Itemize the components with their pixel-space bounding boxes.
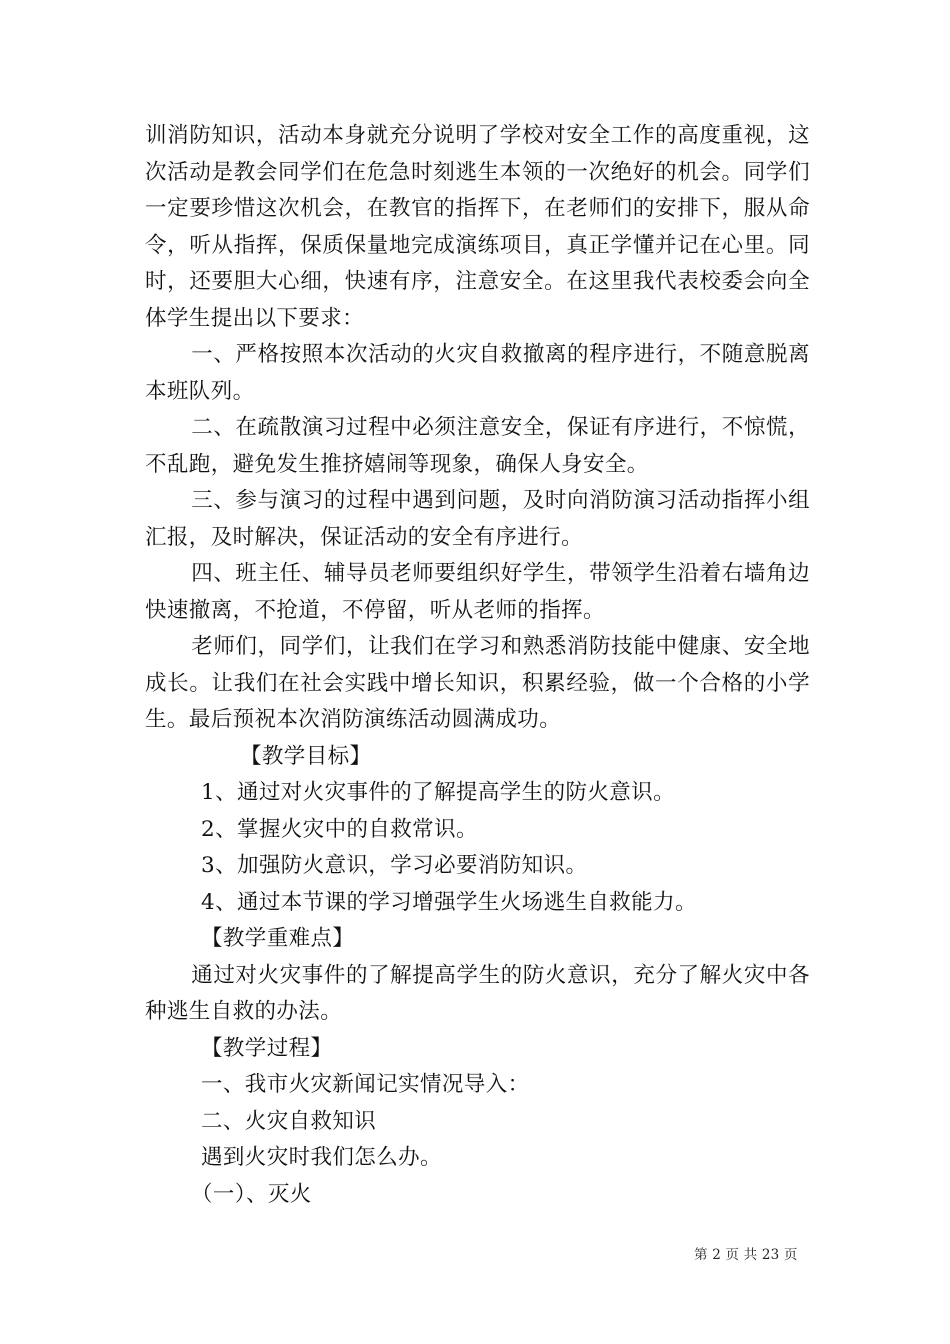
closing-paragraph: 老师们，同学们，让我们在学习和熟悉消防技能中健康、安全地成长。让我们在社会实践中增长知识，积累经验，做一个合格的小学生。最后预祝本次消防演练活动圆满成功。 (145, 634, 810, 732)
document-body (145, 118, 810, 1213)
objectives-heading: 【教学目标】 (240, 743, 372, 769)
requirement-4: 四、班主任、辅导员老师要组织好学生，带领学生沿着右墙角边快速撤离，不抢道，不停留，听从老师的指挥。 (145, 561, 810, 623)
process-item: 二、火灾自救知识 (201, 1108, 377, 1134)
requirement-1: 一、严格按照本次活动的火灾自救撤离的程序进行，不随意脱离本班队列。 (145, 342, 810, 404)
requirement-2: 二、在疏散演习过程中必须注意安全，保证有序进行，不惊慌，不乱跑，避免发生推挤嬉闹等现象，确保人身安全。 (145, 415, 810, 477)
process-heading: 【教学过程】 (201, 1035, 333, 1061)
objective-item: 3、加强防火意识，学习必要消防知识。 (201, 853, 588, 878)
subsection-title: （一）、灭火 (191, 1181, 312, 1207)
keypoints-heading: 【教学重难点】 (201, 926, 355, 951)
process-item: 遇到火灾时我们怎么办。 (201, 1145, 442, 1170)
page-indicator: 第 2 页 共 23 页 (694, 1247, 798, 1263)
intro-paragraph: 训消防知识，活动本身就充分说明了学校对安全工作的高度重视，这次活动是教会同学们在危急时刻逃生本领的一次绝好的机会。同学们一定要珍惜这次机会，在教官的指挥下，在老师们的安排下，服从命令，听从指挥，保质保量地完成演练项目，真正学懂并记在心里。同时，还要胆大心细，快速有序，注意安全。在这里我代表校委会向全体学生提出以下要求： (145, 123, 810, 331)
keypoints-text: 通过对火灾事件的了解提高学生的防火意识，充分了解火灾中各种逃生自救的办法。 (145, 962, 810, 1024)
process-item: 一、我市火灾新闻记实情况导入： (201, 1072, 530, 1097)
objective-item: 2、掌握火灾中的自救常识。 (201, 816, 478, 842)
objective-item: 1、通过对火灾事件的了解提高学生的防火意识。 (201, 780, 675, 805)
requirement-3: 三、参与演习的过程中遇到问题，及时向消防演习活动指挥小组汇报，及时解决，保证活动的安全有序进行。 (145, 488, 810, 550)
objective-item: 4、通过本节课的学习增强学生火场逃生自救能力。 (201, 889, 697, 915)
